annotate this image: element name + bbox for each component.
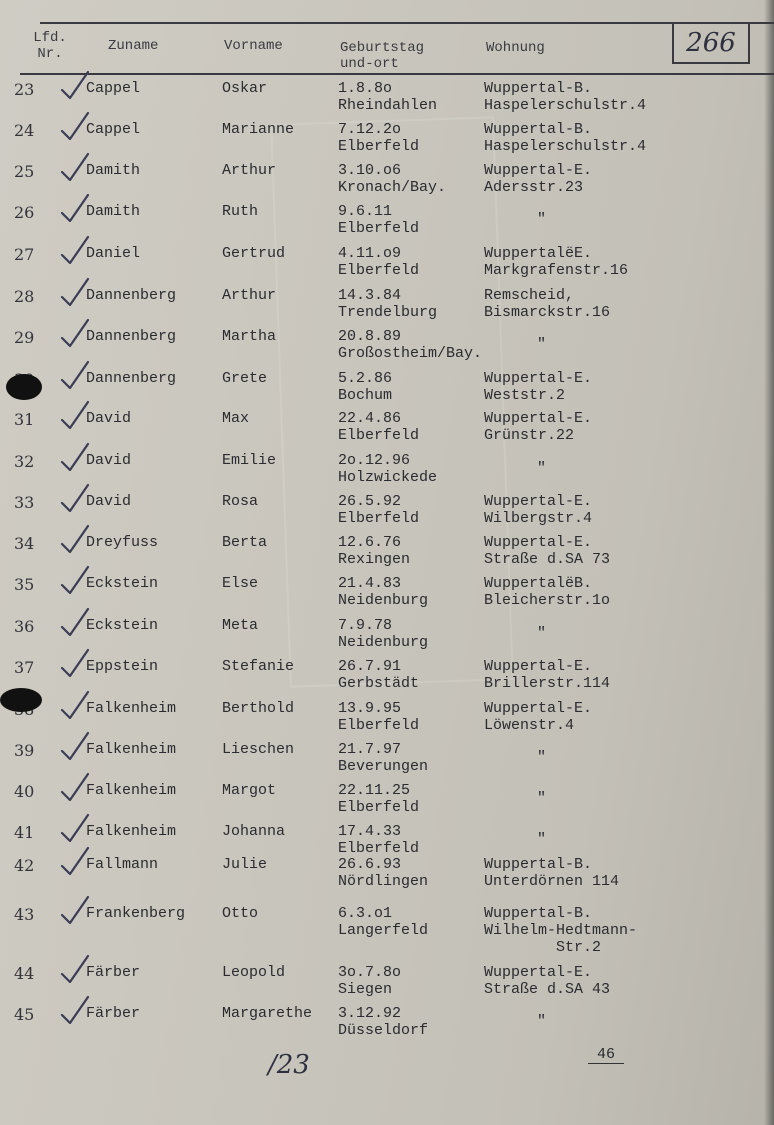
row-number: 36 xyxy=(14,617,35,636)
first-name: Emilie xyxy=(222,452,277,469)
ditto-mark: " xyxy=(537,831,547,848)
address-line: Brillerstr.114 xyxy=(484,675,611,692)
header-zuname: Zuname xyxy=(108,38,159,54)
surname: Damith xyxy=(86,203,141,220)
table-row xyxy=(0,741,774,783)
address-line: Adersstr.23 xyxy=(484,179,584,196)
birth-info xyxy=(338,80,437,114)
birth-date: 5.2.86 xyxy=(338,370,393,387)
first-name: Johanna xyxy=(222,823,286,840)
address xyxy=(484,287,610,321)
table-row xyxy=(0,203,774,245)
header-bottom-rule xyxy=(20,73,774,75)
first-name: Arthur xyxy=(222,162,277,179)
row-number: 26 xyxy=(14,203,35,222)
birth-place: Langerfeld xyxy=(338,922,429,939)
birth-date: 22.11.25 xyxy=(338,782,411,799)
address-line: Wuppertal-E. xyxy=(484,658,593,675)
table-row xyxy=(0,575,774,617)
row-number: 23 xyxy=(14,80,35,99)
birth-info xyxy=(338,203,419,237)
first-name: Margot xyxy=(222,782,277,799)
birth-info xyxy=(338,658,419,692)
first-name: Otto xyxy=(222,905,259,922)
address-line: Straße d.SA 73 xyxy=(484,551,611,568)
birth-place: Elberfeld xyxy=(338,262,420,279)
table-row xyxy=(0,121,774,163)
address-line: Remscheid, xyxy=(484,287,575,304)
birth-date: 26.7.91 xyxy=(338,658,402,675)
birth-info xyxy=(338,410,419,444)
first-name: Else xyxy=(222,575,259,592)
birth-place: Trendelburg xyxy=(338,304,438,321)
birth-date: 22.4.86 xyxy=(338,410,402,427)
birth-info xyxy=(338,287,437,321)
address xyxy=(484,964,610,998)
address xyxy=(484,658,610,692)
table-row xyxy=(0,162,774,204)
first-name: Meta xyxy=(222,617,259,634)
surname: Daniel xyxy=(86,245,141,262)
table-row xyxy=(0,410,774,452)
birth-info xyxy=(338,905,428,939)
surname: Eckstein xyxy=(86,575,159,592)
address xyxy=(484,121,646,155)
surname: Dreyfuss xyxy=(86,534,159,551)
address-line: Bleicherstr.1o xyxy=(484,592,611,609)
row-number: 33 xyxy=(14,493,35,512)
address xyxy=(484,370,592,404)
birth-info xyxy=(338,856,428,890)
address-line: Wuppertal-B. xyxy=(484,121,593,138)
birth-place: Nördlingen xyxy=(338,873,429,890)
row-number: 41 xyxy=(14,823,35,842)
row-number: 42 xyxy=(14,856,35,875)
ink-blot xyxy=(0,688,42,712)
address-line: Weststr.2 xyxy=(484,387,566,404)
table-row xyxy=(0,856,774,898)
birth-place: Bochum xyxy=(338,387,393,404)
first-name: Lieschen xyxy=(222,741,295,758)
birth-place: Gerbstädt xyxy=(338,675,420,692)
birth-date: 14.3.84 xyxy=(338,287,402,304)
first-name: Arthur xyxy=(222,287,277,304)
row-number: 40 xyxy=(14,782,35,801)
first-name: Leopold xyxy=(222,964,286,981)
header-vorname: Vorname xyxy=(224,38,283,54)
row-number: 35 xyxy=(14,575,35,594)
birth-place: Beverungen xyxy=(338,758,429,775)
address-line: Wuppertal-E. xyxy=(484,370,593,387)
birth-date: 17.4.33 xyxy=(338,823,402,840)
birth-date: 20.8.89 xyxy=(338,328,402,345)
address-line: Wuppertal-E. xyxy=(484,410,593,427)
address-line: Wuppertal-B. xyxy=(484,856,593,873)
row-number: 34 xyxy=(14,534,35,553)
birth-place: Elberfeld xyxy=(338,510,420,527)
table-row xyxy=(0,370,774,412)
row-number: 24 xyxy=(14,121,35,140)
table-row xyxy=(0,905,774,956)
birth-info xyxy=(338,493,419,527)
first-name: Stefanie xyxy=(222,658,295,675)
first-name: Grete xyxy=(222,370,268,387)
birth-place: Düsseldorf xyxy=(338,1022,429,1039)
address xyxy=(484,493,592,527)
address xyxy=(484,856,619,890)
address-line: Wuppertal-B. xyxy=(484,905,593,922)
birth-place: Elberfeld xyxy=(338,799,420,816)
table-row xyxy=(0,658,774,700)
surname: Eckstein xyxy=(86,617,159,634)
ditto-mark: " xyxy=(537,460,547,477)
birth-info xyxy=(338,534,410,568)
surname: Färber xyxy=(86,1005,141,1022)
address-line: Haspelerschulstr.4 xyxy=(484,138,647,155)
first-name: Rosa xyxy=(222,493,259,510)
surname: Falkenheim xyxy=(86,700,177,717)
birth-info xyxy=(338,452,437,486)
table-row xyxy=(0,617,774,659)
birth-date: 26.6.93 xyxy=(338,856,402,873)
birth-info xyxy=(338,370,392,404)
ditto-mark: " xyxy=(537,790,547,807)
row-number: 44 xyxy=(14,964,35,983)
birth-date: 7.9.78 xyxy=(338,617,393,634)
address-line: Löwenstr.4 xyxy=(484,717,575,734)
first-name: Margarethe xyxy=(222,1005,313,1022)
table-row xyxy=(0,782,774,824)
row-number: 29 xyxy=(14,328,35,347)
address-line: Wuppertal-E. xyxy=(484,534,593,551)
address-line: Wilhelm-Hedtmann- xyxy=(484,922,638,939)
surname: Falkenheim xyxy=(86,782,177,799)
table-row xyxy=(0,452,774,494)
birth-info xyxy=(338,823,419,857)
row-number: 39 xyxy=(14,741,35,760)
address xyxy=(484,245,628,279)
birth-date: 4.11.o9 xyxy=(338,245,402,262)
birth-date: 6.3.o1 xyxy=(338,905,393,922)
row-number: 28 xyxy=(14,287,35,306)
birth-place: Neidenburg xyxy=(338,634,429,651)
surname: Dannenberg xyxy=(86,287,177,304)
birth-date: 7.12.2o xyxy=(338,121,402,138)
address-line: Wilbergstr.4 xyxy=(484,510,593,527)
address xyxy=(484,80,646,114)
ditto-mark: " xyxy=(537,625,547,642)
header-lfd-nr: Lfd. Nr. xyxy=(33,30,67,62)
birth-date: 3.12.92 xyxy=(338,1005,402,1022)
address-line: Wuppertal-E. xyxy=(484,700,593,717)
ditto-mark: " xyxy=(537,336,547,353)
address-line: Str.2 xyxy=(556,939,602,956)
birth-place: Elberfeld xyxy=(338,427,420,444)
birth-place: Elberfeld xyxy=(338,138,420,155)
row-number: 43 xyxy=(14,905,35,924)
surname: Cappel xyxy=(86,80,141,97)
row-number: 27 xyxy=(14,245,35,264)
table-row xyxy=(0,80,774,122)
address xyxy=(484,162,592,196)
birth-place: Elberfeld xyxy=(338,717,420,734)
surname: Cappel xyxy=(86,121,141,138)
birth-date: 2o.12.96 xyxy=(338,452,411,469)
address xyxy=(484,700,592,734)
birth-info xyxy=(338,617,428,651)
birth-place: Kronach/Bay. xyxy=(338,179,447,196)
birth-info xyxy=(338,741,428,775)
row-number: 25 xyxy=(14,162,35,181)
birth-info xyxy=(338,700,419,734)
table-row xyxy=(0,700,774,742)
birth-place: Holzwickede xyxy=(338,469,438,486)
first-name: Berthold xyxy=(222,700,295,717)
birth-place: Rexingen xyxy=(338,551,411,568)
surname: Frankenberg xyxy=(86,905,186,922)
first-name: Ruth xyxy=(222,203,259,220)
table-row xyxy=(0,287,774,329)
surname: Damith xyxy=(86,162,141,179)
address-line: Wuppertal-B. xyxy=(484,80,593,97)
surname: Dannenberg xyxy=(86,328,177,345)
ditto-mark: " xyxy=(537,1013,547,1030)
surname: Falkenheim xyxy=(86,741,177,758)
address xyxy=(484,905,637,956)
surname: David xyxy=(86,410,132,427)
address-line: Grünstr.22 xyxy=(484,427,575,444)
address-line: Wuppertal-E. xyxy=(484,493,593,510)
birth-place: Rheindahlen xyxy=(338,97,438,114)
address xyxy=(484,575,610,609)
birth-info xyxy=(338,1005,428,1039)
first-name: Berta xyxy=(222,534,268,551)
address-line: Wuppertal-E. xyxy=(484,964,593,981)
first-name: Julie xyxy=(222,856,268,873)
row-number: 45 xyxy=(14,1005,35,1024)
birth-date: 3o.7.8o xyxy=(338,964,402,981)
ink-blot xyxy=(6,374,42,400)
birth-date: 21.7.97 xyxy=(338,741,402,758)
ditto-mark: " xyxy=(537,749,547,766)
birth-info xyxy=(338,245,419,279)
birth-info xyxy=(338,575,428,609)
birth-info xyxy=(338,328,482,362)
birth-date: 1.8.8o xyxy=(338,80,393,97)
surname: Eppstein xyxy=(86,658,159,675)
address-line: WuppertalëB. xyxy=(484,575,593,592)
address xyxy=(484,534,610,568)
address-line: Markgrafenstr.16 xyxy=(484,262,629,279)
first-name: Max xyxy=(222,410,250,427)
row-number: 37 xyxy=(14,658,35,677)
surname: Fallmann xyxy=(86,856,159,873)
birth-date: 13.9.95 xyxy=(338,700,402,717)
row-number: 32 xyxy=(14,452,35,471)
table-row xyxy=(0,328,774,370)
surname: Dannenberg xyxy=(86,370,177,387)
birth-place: Siegen xyxy=(338,981,393,998)
row-number: 31 xyxy=(14,410,35,429)
birth-date: 9.6.11 xyxy=(338,203,393,220)
handwritten-note: /23 xyxy=(268,1050,310,1080)
header-wohnung: Wohnung xyxy=(486,40,545,56)
birth-place: Elberfeld xyxy=(338,840,420,857)
table-row xyxy=(0,964,774,1006)
address-line: Bismarckstr.16 xyxy=(484,304,611,321)
surname: David xyxy=(86,493,132,510)
address-line: Unterdörnen 114 xyxy=(484,873,620,890)
birth-date: 3.10.o6 xyxy=(338,162,402,179)
birth-place: Großostheim/Bay. xyxy=(338,345,483,362)
ditto-mark: " xyxy=(537,211,547,228)
birth-place: Neidenburg xyxy=(338,592,429,609)
address-line: Wuppertal-E. xyxy=(484,162,593,179)
header-geburtstag: Geburtstag und-ort xyxy=(340,40,425,72)
page-total: 46 xyxy=(588,1046,624,1064)
address-line: WuppertalëE. xyxy=(484,245,593,262)
table-row xyxy=(0,245,774,287)
page-number-box: 266 xyxy=(672,24,750,64)
table-row xyxy=(0,1005,774,1047)
first-name: Oskar xyxy=(222,80,268,97)
birth-info xyxy=(338,964,401,998)
birth-info xyxy=(338,121,419,155)
first-name: Gertrud xyxy=(222,245,286,262)
birth-date: 21.4.83 xyxy=(338,575,402,592)
birth-date: 26.5.92 xyxy=(338,493,402,510)
birth-place: Elberfeld xyxy=(338,220,420,237)
birth-info xyxy=(338,162,446,196)
address-line: Haspelerschulstr.4 xyxy=(484,97,647,114)
surname: David xyxy=(86,452,132,469)
birth-info xyxy=(338,782,419,816)
address-line: Straße d.SA 43 xyxy=(484,981,611,998)
birth-date: 12.6.76 xyxy=(338,534,402,551)
address xyxy=(484,410,592,444)
table-row xyxy=(0,534,774,576)
first-name: Martha xyxy=(222,328,277,345)
surname: Färber xyxy=(86,964,141,981)
header-top-rule xyxy=(40,22,774,24)
first-name: Marianne xyxy=(222,121,295,138)
surname: Falkenheim xyxy=(86,823,177,840)
table-row xyxy=(0,493,774,535)
